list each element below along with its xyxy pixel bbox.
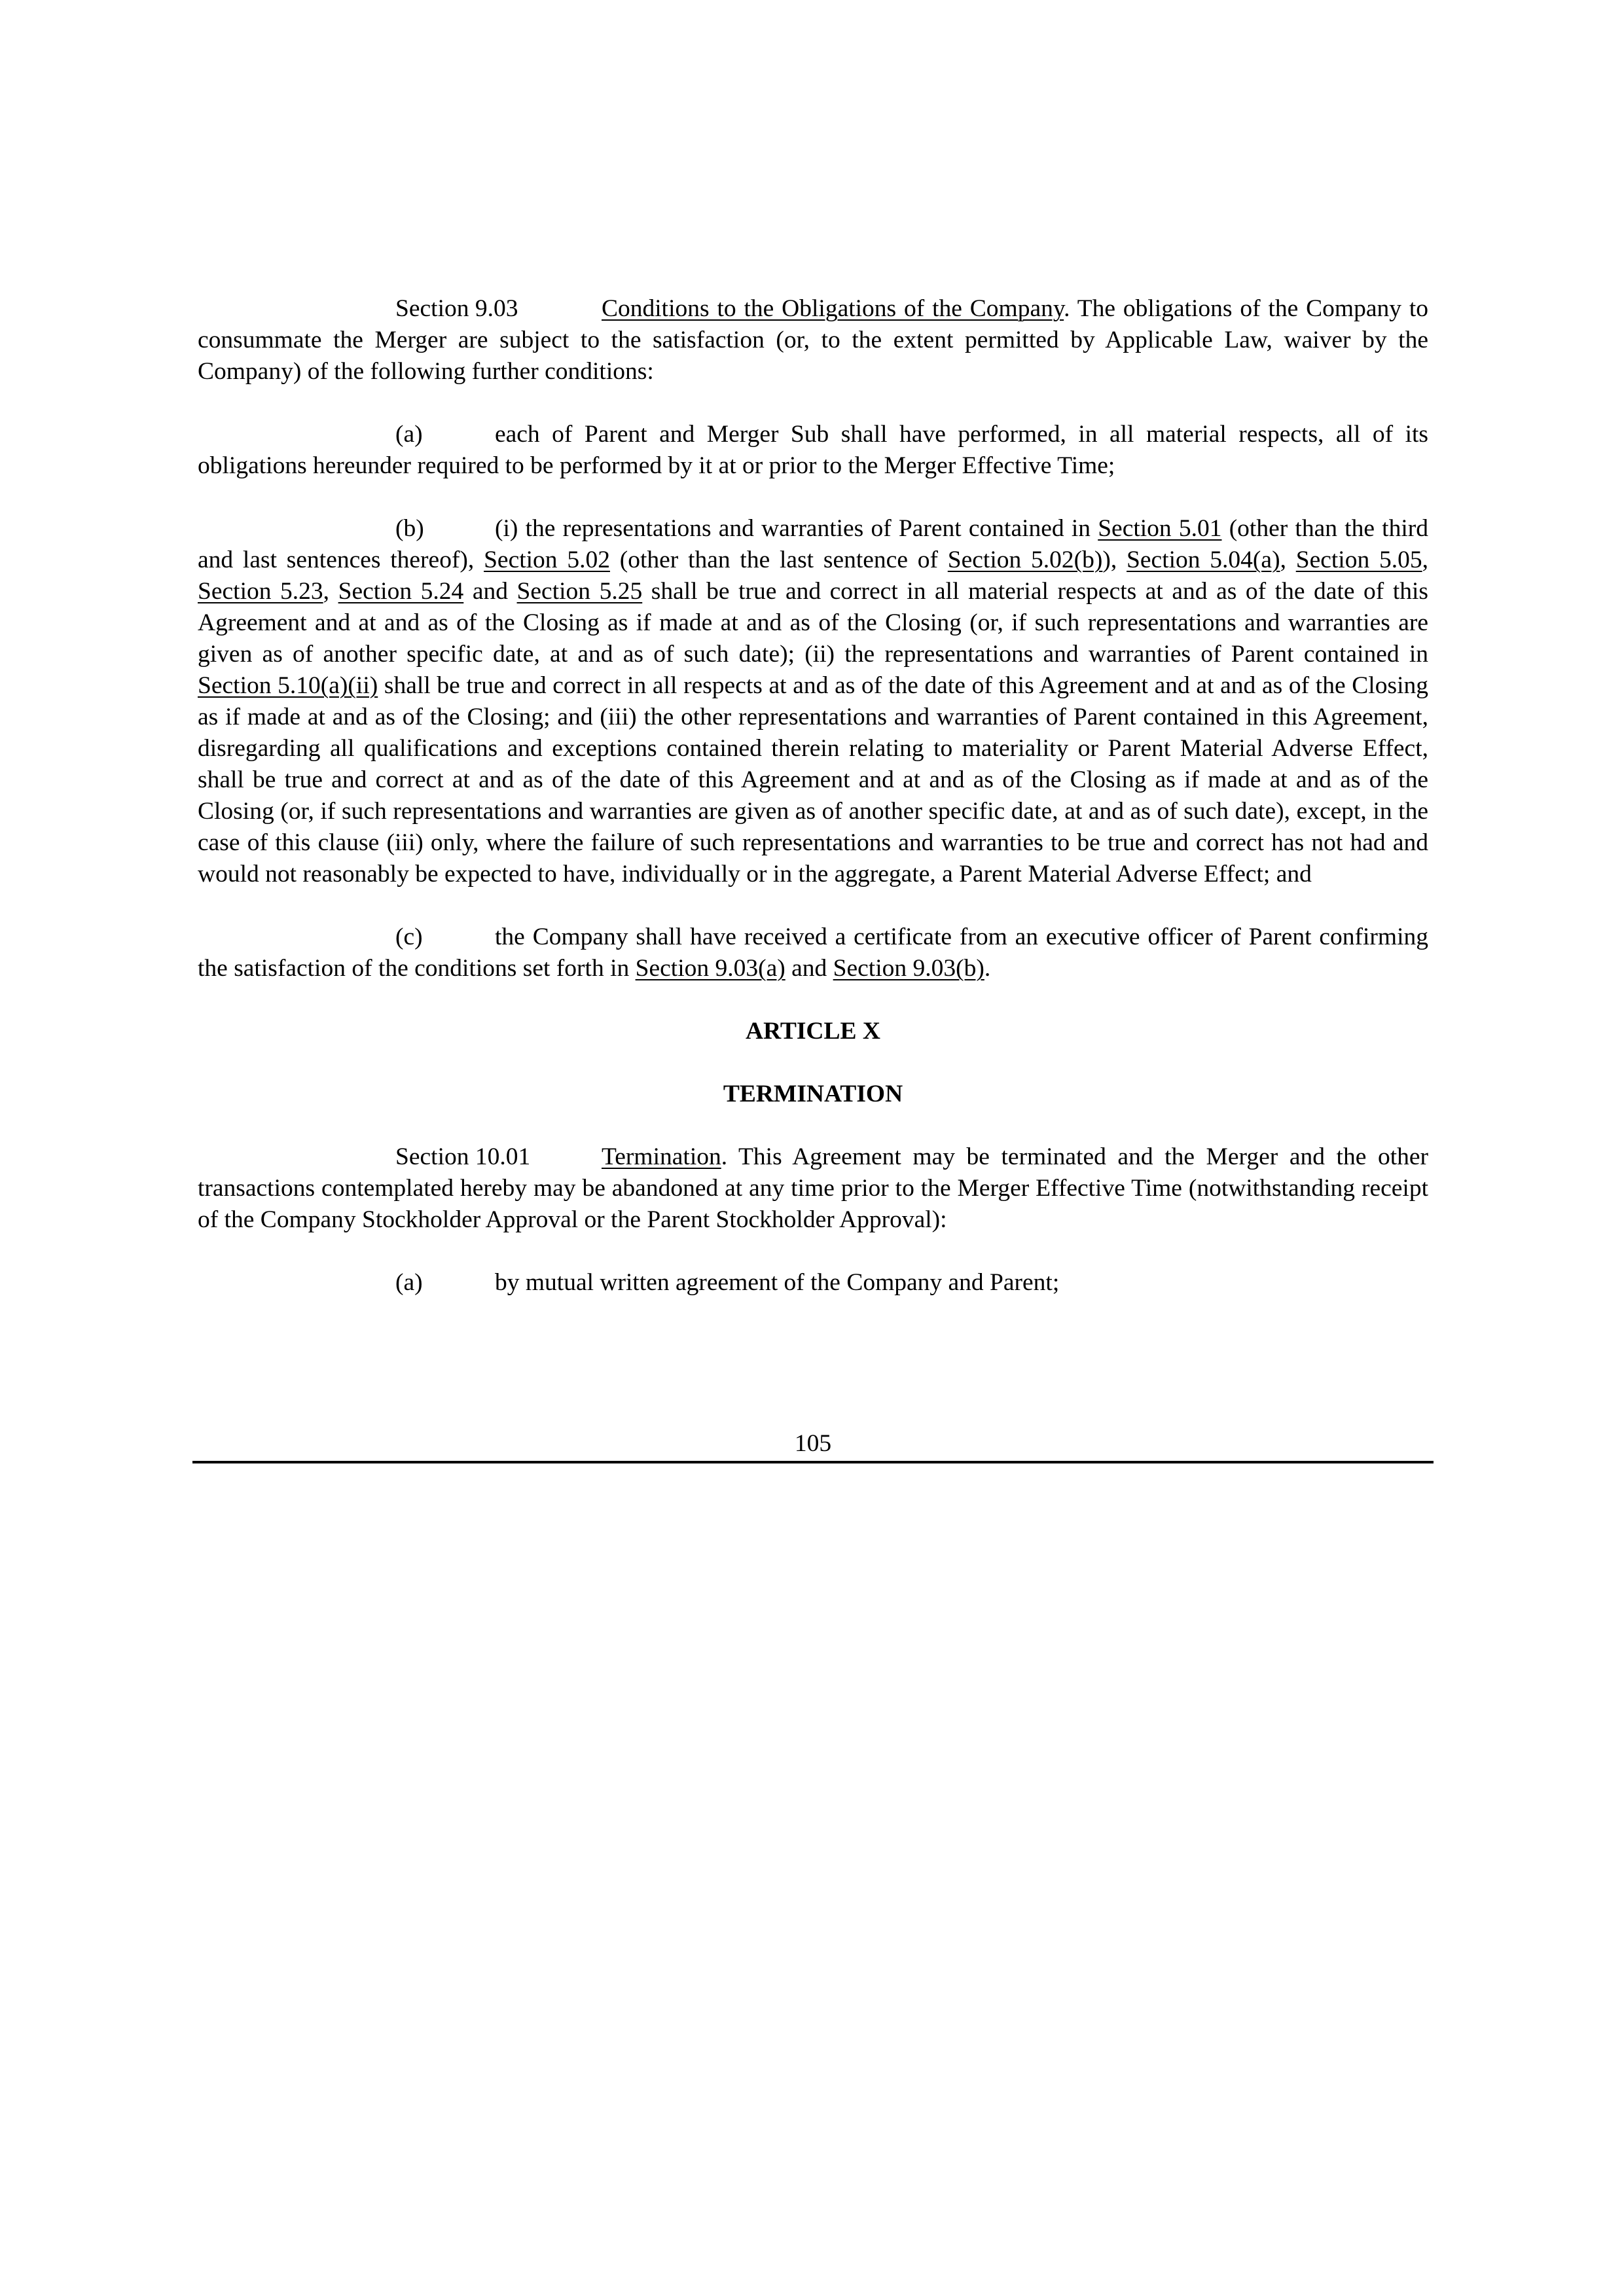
condition-a-paragraph	[198, 419, 1428, 482]
section-number: Section 9.03	[395, 295, 518, 322]
item-label: (a)	[395, 421, 423, 448]
item-text: and	[463, 578, 517, 605]
item-text: (other than the third and last sentences thereof),	[198, 515, 1428, 573]
item-label: (c)	[395, 924, 423, 950]
termination-a-paragraph	[198, 1267, 1428, 1299]
section-intro: . The obligations of the Company to consummate the Merger are subject to the satisfaction (or, to the extent permitted by Applicable Law, waiver by the Company) of the following further conditions:	[198, 295, 1428, 385]
item-label: (b)	[395, 515, 424, 542]
article-number: ARTICLE X	[745, 1018, 880, 1045]
item-text: each of Parent and Merger Sub shall have performed, in all material respects, all of its obligations hereunder required to be performed by it at or prior to the Merger Effective Time;	[198, 421, 1428, 479]
cross-reference: Section 9.03(a)	[635, 955, 785, 982]
item-label: (a)	[395, 1269, 423, 1296]
section-10-01-paragraph	[198, 1141, 1428, 1236]
section-9-03-paragraph	[198, 293, 1428, 387]
section-intro: . This Agreement may be terminated and the Merger and the other transactions contemplated hereby may be abandoned at any time prior to the Merger Effective Time (notwithstanding receipt of the Company Stockholder Approval or the Parent Stockholder Approval):	[198, 1143, 1428, 1233]
item-text: .	[984, 955, 991, 982]
section-title: Conditions to the Obligations of the Company	[602, 295, 1064, 322]
cross-reference: Section 5.04(a)	[1127, 547, 1280, 573]
section-number: Section 10.01	[395, 1143, 531, 1170]
footer-rule	[192, 1461, 1434, 1463]
item-text: shall be true and correct in all respects at and as of the date of this Agreement and at and as of the Closing as if made at and as of the Closing; and (iii) the other representations and warranties of Parent contained in this Agreement, disregarding all qualifications and exceptions contained therein relating to materiality or Parent Material Adverse Effect, shall be true and correct at and as of the date of this Agreement and at and as of the Closing as if made at and as of the Closing (or, if such representations and warranties are given as of another specific date, at and as of such date), except, in the case of this clause (iii) only, where the failure of such representations and warranties to be true and correct has not had and would not reasonably be expected to have, individually or in the aggregate, a Parent Material Adverse Effect; and	[198, 672, 1428, 888]
condition-b-paragraph	[198, 513, 1428, 890]
cross-reference: Section 5.23	[198, 578, 323, 605]
item-text: (other than the last sentence of	[609, 547, 948, 573]
cross-reference: Section 5.25	[516, 578, 643, 605]
item-text: (i) the representations and warranties of Parent contained in	[495, 515, 1098, 542]
cross-reference: Section 5.10(a)(ii)	[198, 672, 378, 699]
item-text: and	[785, 955, 833, 982]
item-text: by mutual written agreement of the Company and Parent;	[495, 1269, 1060, 1296]
section-title: Termination	[602, 1143, 721, 1170]
cross-reference: Section 5.24	[338, 578, 464, 605]
page-number: 105	[794, 1430, 832, 1457]
cross-reference: Section 5.02(b)	[947, 547, 1103, 573]
article-title: TERMINATION	[723, 1081, 903, 1107]
cross-reference: Section 5.01	[1098, 515, 1222, 542]
item-text: ,	[1422, 547, 1428, 573]
item-text: the Company shall have received a certificate from an executive officer of Parent confirming the satisfaction of the conditions set forth in	[198, 924, 1428, 982]
cross-reference: Section 5.05	[1295, 547, 1422, 573]
item-text: ),	[1102, 547, 1127, 573]
condition-c-paragraph	[198, 922, 1428, 984]
cross-reference: Section 9.03(b)	[833, 955, 984, 982]
document-page	[198, 293, 1428, 1330]
item-text: ,	[1280, 547, 1296, 573]
item-text: ,	[323, 578, 338, 605]
cross-reference: Section 5.02	[484, 547, 610, 573]
item-text: shall be true and correct in all material respects at and as of the date of this Agreement and at and as of the Closing as if made at and as of the Closing (or, if such representations and warranties are given as of another specific date, at and as of such date); (ii) the representations and warranties of Parent contained in	[198, 578, 1429, 668]
